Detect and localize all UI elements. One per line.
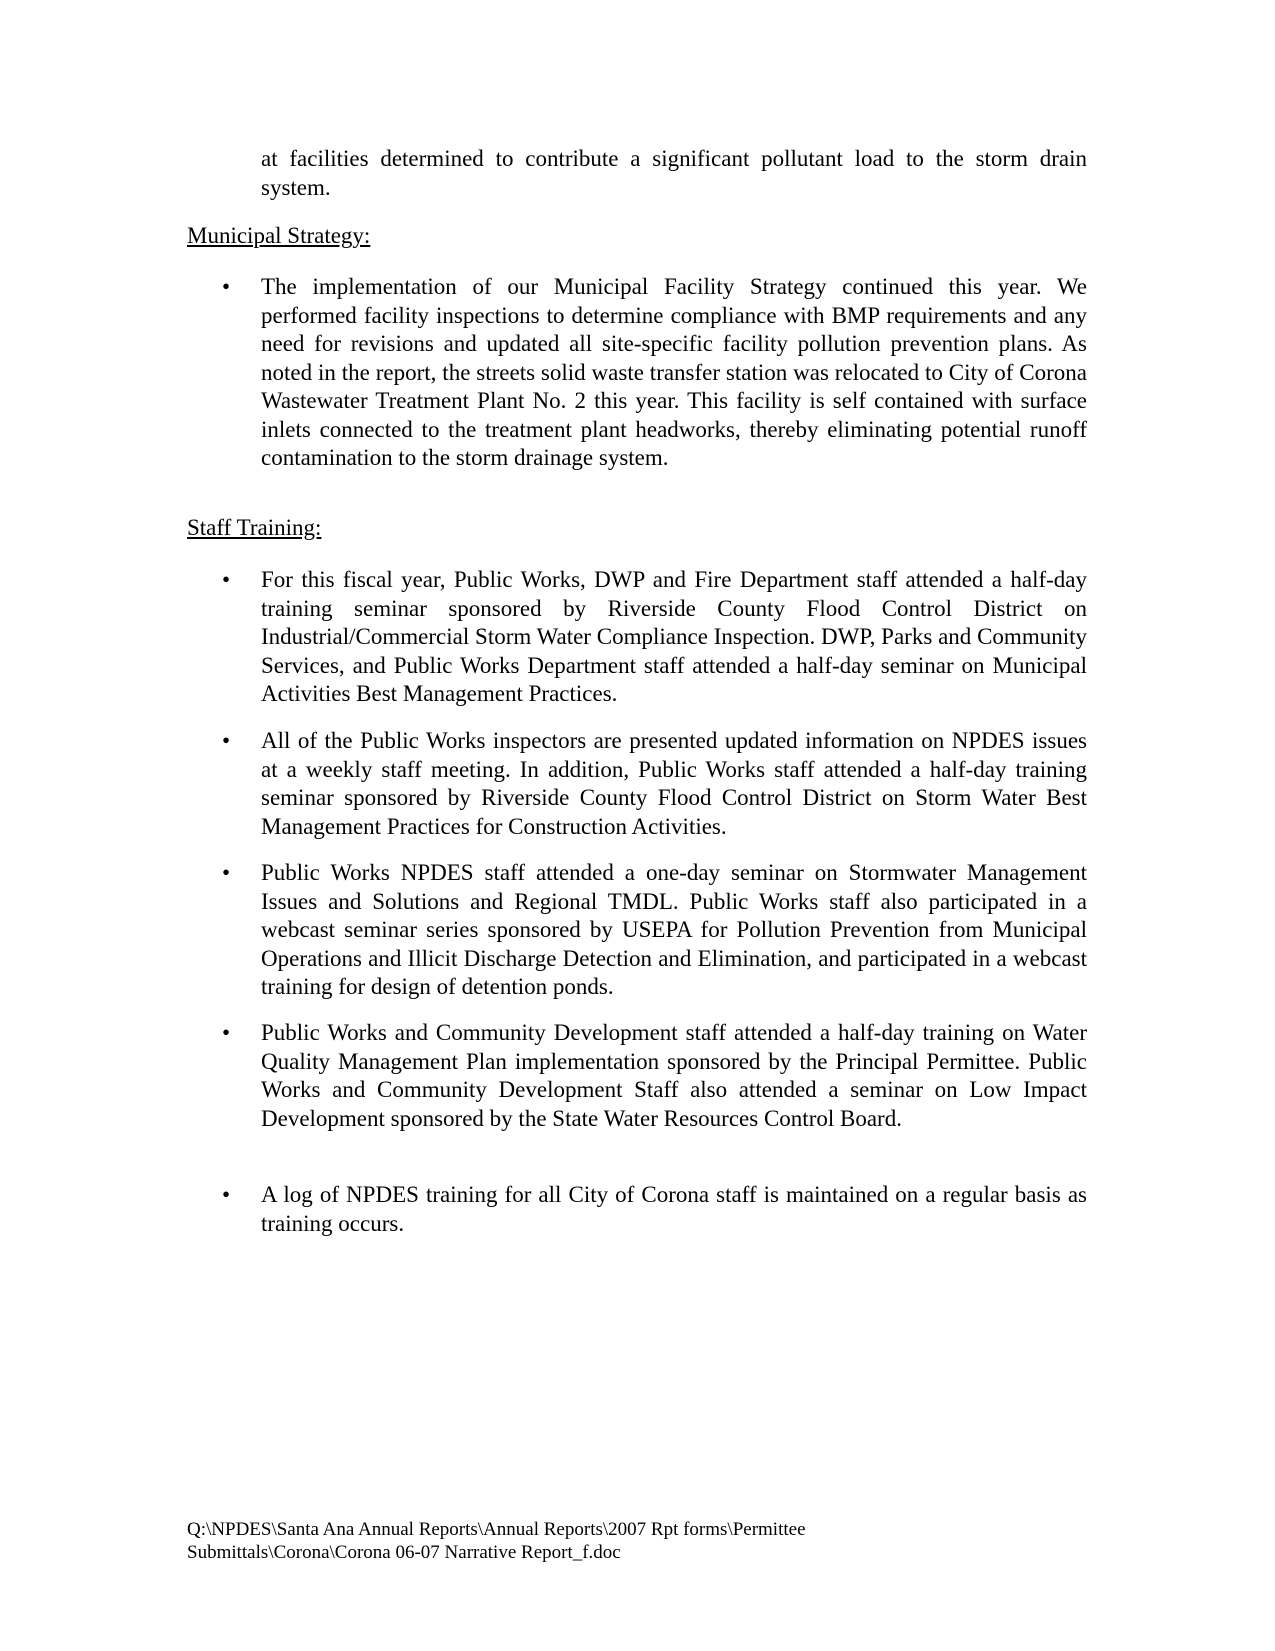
bullet-icon: • [222,1020,231,1045]
footer-file-path [187,1518,1087,1564]
staff-training-bullet: Public Works and Community Development staff attended a half-day training on Water Quality Management Plan implementation sponsored by the Principal Permittee. Public Works and Community Development Staff also attended a seminar on Low Impact Development sponsored by the State Water Resources Control Board. [261,1020,1087,1131]
list-item [222,273,1087,473]
bullet-icon: • [222,1182,231,1207]
municipal-strategy-heading: Municipal Strategy: [187,223,371,248]
municipal-strategy-bullet: The implementation of our Municipal Facility Strategy continued this year. We performed facility inspections to determine compliance with BMP requirements and any need for revisions and updated all site-specific facility pollution prevention plans. As noted in the report, the streets solid waste transfer station was relocated to City of Corona Wastewater Treatment Plant No. 2 this year. This facility is self contained with surface inlets connected to the treatment plant headworks, thereby eliminating potential runoff contamination to the storm drainage system. [261,274,1087,470]
list-item [222,566,1087,709]
footer-line: Submittals\Corona\Corona 06-07 Narrative Report_f.doc [187,1542,621,1563]
bullet-icon: • [222,274,231,299]
footer-line: Q:\NPDES\Santa Ana Annual Reports\Annual Reports\2007 Rpt forms\Permittee [187,1519,806,1540]
list-item [222,859,1087,1002]
bullet-icon: • [222,728,231,753]
staff-training-bullet: Public Works NPDES staff attended a one-day seminar on Stormwater Management Issues and Solutions and Regional TMDL. Public Works staff also participated in a webcast seminar series sponsored by USEPA for Pollution Prevention from Municipal Operations and Illicit Discharge Detection and Elimination, and participated in a webcast training for design of detention ponds. [261,860,1087,999]
staff-training-bullet: For this fiscal year, Public Works, DWP and Fire Department staff attended a half-day training seminar sponsored by Riverside County Flood Control District on Industrial/Commercial Storm Water Compliance Inspection. DWP, Parks and Community Services, and Public Works Department staff attended a half-day seminar on Municipal Activities Best Management Practices. [261,567,1087,706]
bullet-icon: • [222,567,231,592]
staff-training-heading: Staff Training: [187,515,322,540]
intro-paragraph: at facilities determined to contribute a significant pollutant load to the storm drain system. [261,146,1087,200]
staff-training-bullet: All of the Public Works inspectors are presented updated information on NPDES issues at a weekly staff meeting. In addition, Public Works staff attended a half-day training seminar sponsored by Riverside County Flood Control District on Storm Water Best Management Practices for Construction Activities. [261,728,1087,839]
list-item [222,727,1087,841]
list-item [222,1181,1087,1238]
staff-training-bullet: A log of NPDES training for all City of Corona staff is maintained on a regular basis as training occurs. [261,1182,1087,1236]
bullet-icon: • [222,860,231,885]
list-item [222,1019,1087,1133]
